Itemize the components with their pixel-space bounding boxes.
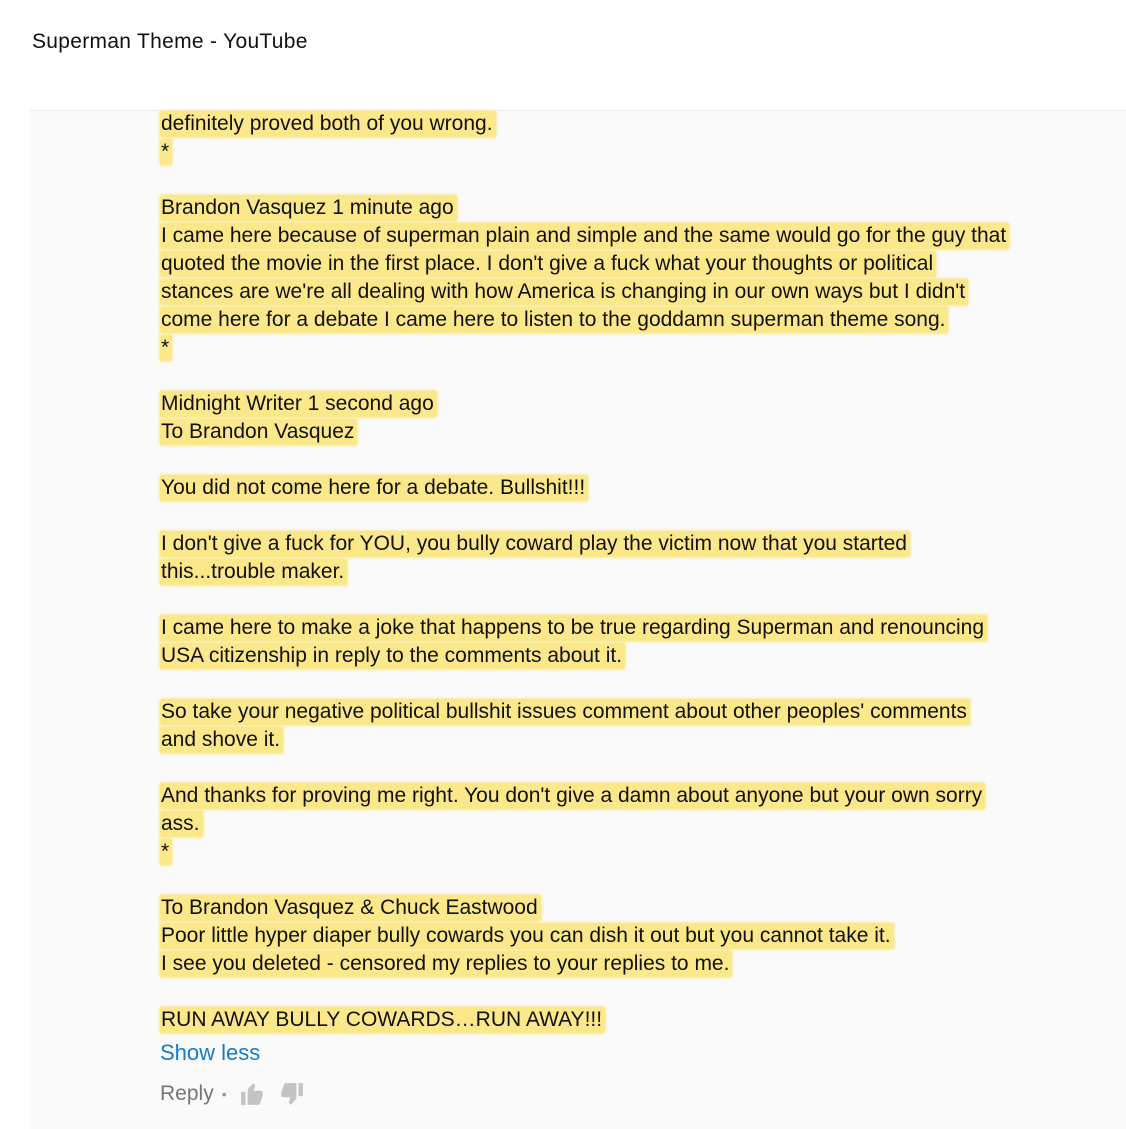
comment-line bbox=[160, 754, 1100, 782]
comment-line bbox=[160, 110, 1100, 138]
comment-line bbox=[160, 642, 1100, 670]
thumbs-down-icon[interactable] bbox=[279, 1081, 305, 1107]
comment-line bbox=[160, 278, 1100, 306]
highlighted-text: * bbox=[160, 839, 172, 865]
comment-line bbox=[160, 614, 1100, 642]
comment-line bbox=[160, 838, 1100, 866]
highlighted-text: * bbox=[160, 139, 172, 165]
highlighted-text: I came here to make a joke that happens to be true regarding Superman and renouncing bbox=[160, 615, 987, 641]
comment-line bbox=[160, 502, 1100, 530]
comment-line bbox=[160, 446, 1100, 474]
thumbs-up-icon[interactable] bbox=[239, 1081, 265, 1107]
comment-line bbox=[160, 194, 1100, 222]
comment-line bbox=[160, 810, 1100, 838]
comment-line bbox=[160, 726, 1100, 754]
reply-button[interactable]: Reply bbox=[160, 1082, 214, 1105]
comment-line bbox=[160, 166, 1100, 194]
comment-line bbox=[160, 1006, 1100, 1034]
comment-body bbox=[160, 110, 1100, 1034]
show-less-link[interactable]: Show less bbox=[160, 1040, 261, 1065]
highlighted-text: RUN AWAY BULLY COWARDS…RUN AWAY!!! bbox=[160, 1007, 605, 1033]
comment-line bbox=[160, 894, 1100, 922]
highlighted-text: ass. bbox=[160, 811, 203, 837]
comment-line bbox=[160, 670, 1100, 698]
highlighted-text: definitely proved both of you wrong. bbox=[160, 111, 496, 137]
highlighted-text: * bbox=[160, 335, 172, 361]
highlighted-text: You did not come here for a debate. Bullshit!!! bbox=[160, 475, 588, 501]
separator-dot: • bbox=[221, 1086, 227, 1102]
comment-line bbox=[160, 530, 1100, 558]
highlighted-text: Brandon Vasquez 1 minute ago bbox=[160, 195, 457, 221]
highlighted-text: I don't give a fuck for YOU, you bully coward play the victim now that you started bbox=[160, 531, 910, 557]
comment-line bbox=[160, 418, 1100, 446]
comment-line bbox=[160, 558, 1100, 586]
highlighted-text: To Brandon Vasquez & Chuck Eastwood bbox=[160, 895, 541, 921]
highlighted-text: So take your negative political bullshit issues comment about other peoples' comments bbox=[160, 699, 970, 725]
highlighted-text: Poor little hyper diaper bully cowards you can dish it out but you cannot take it. bbox=[160, 923, 894, 949]
highlighted-text: stances are we're all dealing with how America is changing in our own ways but I didn't bbox=[160, 279, 968, 305]
comment-action-bar bbox=[160, 1078, 319, 1110]
highlighted-text: I see you deleted - censored my replies to your replies to me. bbox=[160, 951, 732, 977]
comment-line bbox=[160, 978, 1100, 1006]
highlighted-text: USA citizenship in reply to the comments about it. bbox=[160, 643, 625, 669]
comment-line bbox=[160, 782, 1100, 810]
highlighted-text: come here for a debate I came here to listen to the goddamn superman theme song. bbox=[160, 307, 948, 333]
highlighted-text: Midnight Writer 1 second ago bbox=[160, 391, 437, 417]
highlighted-text: this...trouble maker. bbox=[160, 559, 347, 585]
highlighted-text: and shove it. bbox=[160, 727, 283, 753]
comment-line bbox=[160, 334, 1100, 362]
highlighted-text: quoted the movie in the first place. I don't give a fuck what your thoughts or political bbox=[160, 251, 936, 277]
highlighted-text: And thanks for proving me right. You don't give a damn about anyone but your own sorry bbox=[160, 783, 985, 809]
comment-line bbox=[160, 362, 1100, 390]
comment-line bbox=[160, 222, 1100, 250]
highlighted-text: I came here because of superman plain and simple and the same would go for the guy that bbox=[160, 223, 1009, 249]
comment-line bbox=[160, 586, 1100, 614]
comment-line bbox=[160, 250, 1100, 278]
comment-line bbox=[160, 306, 1100, 334]
comment-line bbox=[160, 922, 1100, 950]
highlighted-text: To Brandon Vasquez bbox=[160, 419, 357, 445]
comment-line bbox=[160, 390, 1100, 418]
comment-line bbox=[160, 950, 1100, 978]
comment-line bbox=[160, 866, 1100, 894]
comment-line bbox=[160, 138, 1100, 166]
comment-line bbox=[160, 474, 1100, 502]
comment-line bbox=[160, 698, 1100, 726]
page-title: Superman Theme - YouTube bbox=[32, 30, 308, 53]
